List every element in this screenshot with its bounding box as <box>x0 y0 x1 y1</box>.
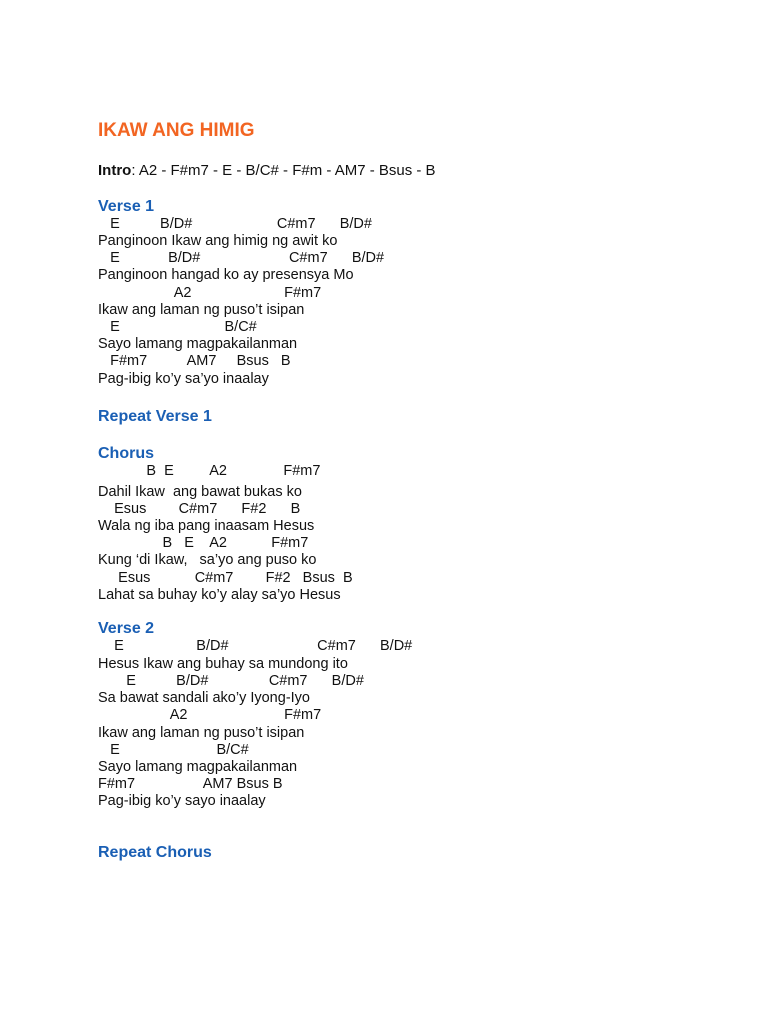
lyric-line: Sayo lamang magpakailanman <box>98 759 298 775</box>
chord-line: A2 F#m7 <box>98 285 322 301</box>
intro-label: Intro <box>98 162 132 179</box>
lyric-line: Lahat sa buhay ko’y alay sa’yo Hesus <box>98 587 341 603</box>
lyric-line: Pag-ibig ko’y sayo inaalay <box>98 793 266 809</box>
chord-line: E B/D# C#m7 B/D# <box>98 638 413 654</box>
lyric-line: Hesus Ikaw ang buhay sa mundong ito <box>98 656 348 672</box>
chord-line: F#m7 AM7 Bsus B <box>98 353 291 369</box>
lyric-line: Sayo lamang magpakailanman <box>98 336 298 352</box>
chord-line: E B/D# C#m7 B/D# <box>98 250 385 266</box>
section-heading-chorus: Chorus <box>98 445 154 462</box>
section-heading-verse-1: Verse 1 <box>98 198 155 215</box>
lyric-line: Ikaw ang laman ng puso’t isipan <box>98 725 305 741</box>
section-heading-verse-2: Verse 2 <box>98 620 155 637</box>
chord-line: F#m7 AM7 Bsus B <box>98 776 283 792</box>
chord-line: E B/C# <box>98 319 257 335</box>
section-heading-repeat-verse-1: Repeat Verse 1 <box>98 408 212 425</box>
chord-line: Esus C#m7 F#2 Bsus B <box>98 570 353 586</box>
chord-line: E B/C# <box>98 742 249 758</box>
song-title: IKAW ANG HIMIG <box>98 120 255 141</box>
chord-line: B E A2 F#m7 <box>98 535 309 551</box>
lyric-line: Panginoon Ikaw ang himig ng awit ko <box>98 233 338 249</box>
lyric-line: Wala ng iba pang inaasam Hesus <box>98 518 315 534</box>
lyric-line: Kung ‘di Ikaw, sa’yo ang puso ko <box>98 552 317 568</box>
section-heading-repeat-chorus: Repeat Chorus <box>98 844 212 861</box>
lyric-line: Dahil Ikaw ang bawat bukas ko <box>98 484 302 500</box>
lyric-line: Ikaw ang laman ng puso’t isipan <box>98 302 305 318</box>
lyric-line: Panginoon hangad ko ay presensya Mo <box>98 267 354 283</box>
chord-line: A2 F#m7 <box>98 707 322 723</box>
lyric-line: Pag-ibig ko’y sa’yo inaalay <box>98 371 269 387</box>
intro-line <box>98 162 436 179</box>
chord-line: B E A2 F#m7 <box>98 463 321 479</box>
chord-line: E B/D# C#m7 B/D# <box>98 216 372 232</box>
lyric-line: Sa bawat sandali ako’y Iyong-Iyo <box>98 690 310 706</box>
chord-line: E B/D# C#m7 B/D# <box>98 673 364 689</box>
intro-chords: : A2 - F#m7 - E - B/C# - F#m - AM7 - Bsus - B <box>131 162 436 179</box>
chord-line: Esus C#m7 F#2 B <box>98 501 301 517</box>
